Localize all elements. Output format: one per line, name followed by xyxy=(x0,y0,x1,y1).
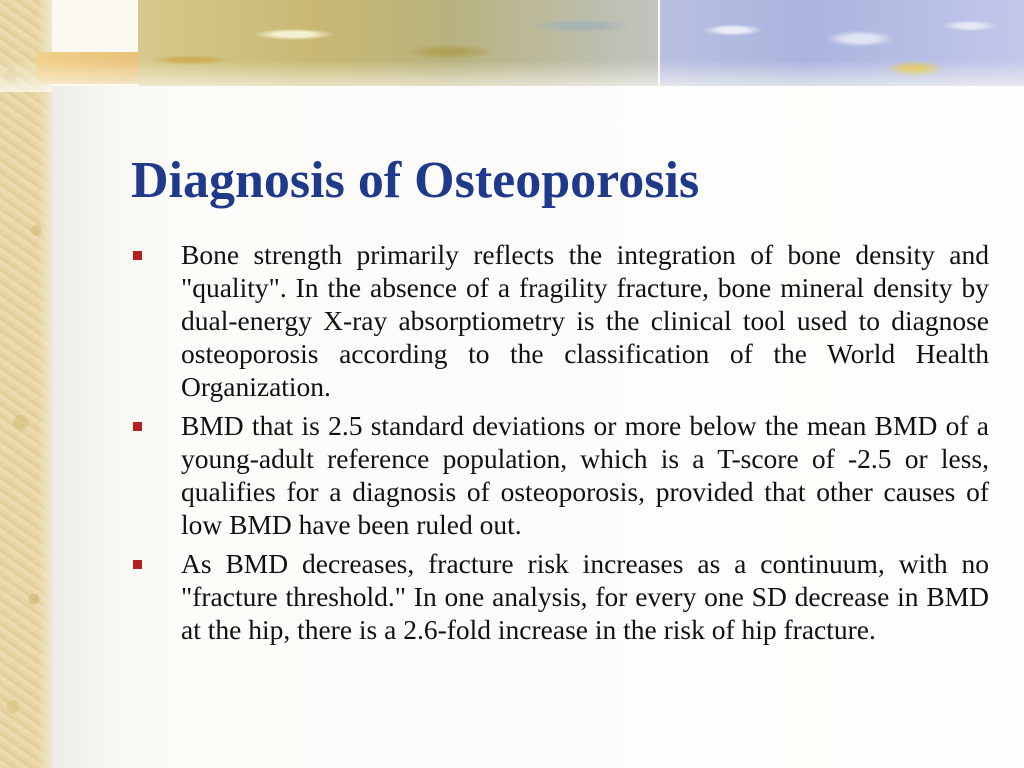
bullet-list xyxy=(129,238,989,652)
bullet-text: Bone strength primarily reflects the integration of bone density and "quality". In the absence of a fragility fracture, bone mineral density by dual-energy X-ray absorptiometry is the clinical tool used to diagnose osteoporosis according to the classification of the World Health Organization. xyxy=(181,239,989,402)
bullet-item xyxy=(129,409,989,541)
bullet-text: As BMD decreases, fracture risk increases as a continuum, with no "fracture threshold." In one analysis, for every one SD decrease in BMD at the hip, there is a 2.6-fold increase in the risk of hip fracture. xyxy=(181,548,989,645)
bullet-text: BMD that is 2.5 standard deviations or more below the mean BMD of a young-adult reference population, which is a T-score of -2.5 or less, qualifies for a diagnosis of osteoporosis, provided that other causes of low BMD have been ruled out. xyxy=(181,410,989,540)
bullet-item xyxy=(129,238,989,403)
bullet-item xyxy=(129,547,989,646)
square-bullet-icon xyxy=(133,560,142,569)
slide-title: Diagnosis of Osteoporosis xyxy=(131,152,700,209)
decorative-side-band xyxy=(0,0,52,768)
square-bullet-icon xyxy=(133,251,142,260)
square-bullet-icon xyxy=(133,422,142,431)
decorative-header-banner xyxy=(0,0,1024,92)
